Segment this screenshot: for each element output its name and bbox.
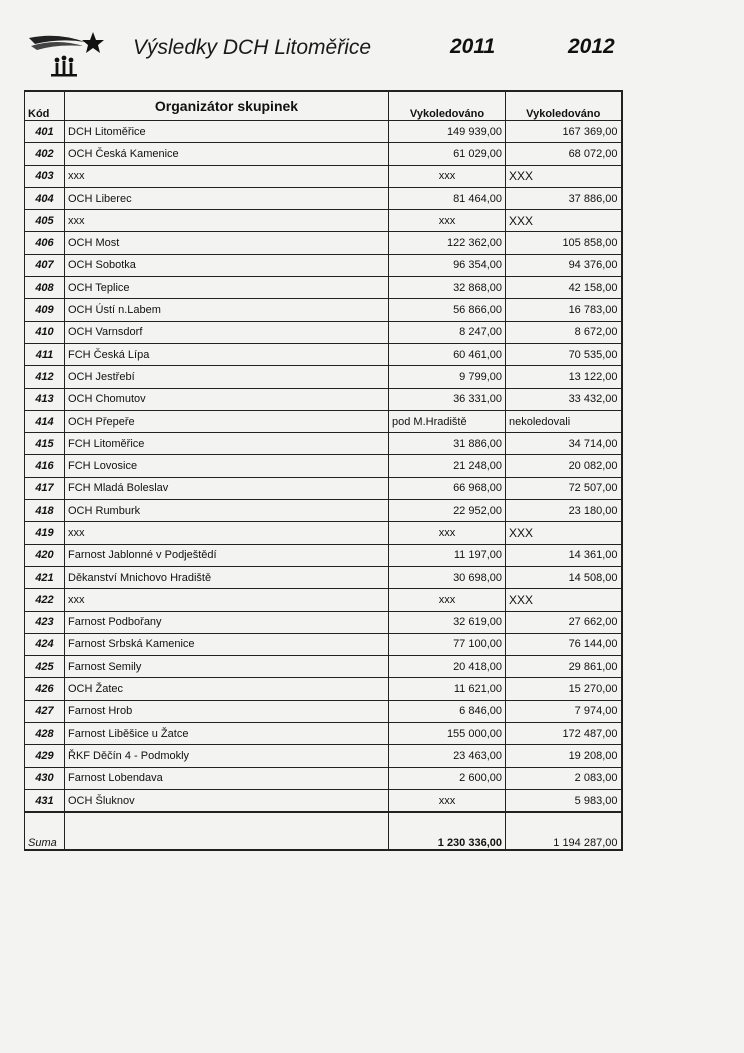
row-organizer: OCH Šluknov <box>65 789 389 812</box>
row-organizer: DCH Litoměřice <box>65 121 389 143</box>
row-value-2011: xxx <box>389 522 506 544</box>
table-row <box>25 254 622 276</box>
row-value-2012: 23 180,00 <box>506 500 622 522</box>
row-value-2012: 16 783,00 <box>506 299 622 321</box>
sum-label: Suma <box>25 812 65 850</box>
row-value-2012: 7 974,00 <box>506 700 622 722</box>
row-organizer: OCH Žatec <box>65 678 389 700</box>
table-row <box>25 455 622 477</box>
row-value-2011: pod M.Hradiště <box>389 410 506 432</box>
row-value-2012: 8 672,00 <box>506 321 622 343</box>
row-value-2011: 60 461,00 <box>389 343 506 365</box>
row-organizer: FCH Mladá Boleslav <box>65 477 389 499</box>
row-organizer: OCH Sobotka <box>65 254 389 276</box>
year-2012-heading: 2012 <box>568 35 615 58</box>
row-organizer: OCH Přepeře <box>65 410 389 432</box>
table-row <box>25 232 622 254</box>
row-value-2011: 32 868,00 <box>389 277 506 299</box>
row-organizer: OCH Chomutov <box>65 388 389 410</box>
row-organizer: OCH Česká Kamenice <box>65 143 389 165</box>
table-row <box>25 678 622 700</box>
row-code: 412 <box>25 366 65 388</box>
row-code: 403 <box>25 165 65 187</box>
table-row <box>25 165 622 187</box>
row-value-2011: 77 100,00 <box>389 633 506 655</box>
row-value-2011: 2 600,00 <box>389 767 506 789</box>
row-organizer: Farnost Podbořany <box>65 611 389 633</box>
table-row <box>25 321 622 343</box>
row-organizer: Farnost Jablonné v Podještědí <box>65 544 389 566</box>
row-value-2012: 37 886,00 <box>506 187 622 209</box>
row-value-2011: 9 799,00 <box>389 366 506 388</box>
row-code: 421 <box>25 566 65 588</box>
row-organizer: OCH Jestřebí <box>65 366 389 388</box>
row-code: 425 <box>25 656 65 678</box>
row-code: 411 <box>25 343 65 365</box>
row-code: 423 <box>25 611 65 633</box>
row-value-2012: 27 662,00 <box>506 611 622 633</box>
row-value-2012: 14 508,00 <box>506 566 622 588</box>
row-value-2012: XXX <box>506 522 622 544</box>
row-value-2012: 42 158,00 <box>506 277 622 299</box>
table-row <box>25 566 622 588</box>
row-value-2011: 155 000,00 <box>389 723 506 745</box>
row-value-2012: 172 487,00 <box>506 723 622 745</box>
row-code: 420 <box>25 544 65 566</box>
row-organizer: FCH Litoměřice <box>65 433 389 455</box>
row-value-2012: 76 144,00 <box>506 633 622 655</box>
row-value-2012: 29 861,00 <box>506 656 622 678</box>
column-header-2012: Vykoledováno <box>506 91 622 121</box>
row-value-2012: 94 376,00 <box>506 254 622 276</box>
row-value-2011: xxx <box>389 589 506 611</box>
results-table <box>24 90 623 851</box>
row-organizer: ŘKF Děčín 4 - Podmokly <box>65 745 389 767</box>
row-value-2011: 11 621,00 <box>389 678 506 700</box>
column-header-code: Kód <box>25 91 65 121</box>
row-code: 419 <box>25 522 65 544</box>
row-value-2011: 22 952,00 <box>389 500 506 522</box>
sum-spacer <box>65 812 389 850</box>
table-row <box>25 143 622 165</box>
row-organizer: xxx <box>65 589 389 611</box>
row-value-2012: 19 208,00 <box>506 745 622 767</box>
row-code: 401 <box>25 121 65 143</box>
row-organizer: OCH Ústí n.Labem <box>65 299 389 321</box>
table-row <box>25 366 622 388</box>
table-row <box>25 433 622 455</box>
table-row <box>25 633 622 655</box>
sum-2012: 1 194 287,00 <box>506 812 622 850</box>
row-organizer: xxx <box>65 522 389 544</box>
table-row <box>25 277 622 299</box>
row-code: 428 <box>25 723 65 745</box>
row-code: 417 <box>25 477 65 499</box>
row-value-2012: 13 122,00 <box>506 366 622 388</box>
table-row <box>25 388 622 410</box>
row-value-2011: 30 698,00 <box>389 566 506 588</box>
row-value-2011: 11 197,00 <box>389 544 506 566</box>
table-row <box>25 121 622 143</box>
row-code: 426 <box>25 678 65 700</box>
row-value-2011: 122 362,00 <box>389 232 506 254</box>
row-value-2011: 61 029,00 <box>389 143 506 165</box>
sum-2011: 1 230 336,00 <box>389 812 506 850</box>
row-value-2011: xxx <box>389 789 506 812</box>
row-value-2011: 149 939,00 <box>389 121 506 143</box>
table-row <box>25 767 622 789</box>
table-row <box>25 745 622 767</box>
table-row <box>25 500 622 522</box>
row-value-2012: 68 072,00 <box>506 143 622 165</box>
row-value-2011: 81 464,00 <box>389 187 506 209</box>
row-value-2011: 36 331,00 <box>389 388 506 410</box>
row-organizer: FCH Lovosice <box>65 455 389 477</box>
table-row <box>25 789 622 812</box>
row-organizer: OCH Teplice <box>65 277 389 299</box>
row-organizer: OCH Liberec <box>65 187 389 209</box>
row-organizer: Farnost Lobendava <box>65 767 389 789</box>
row-value-2011: 8 247,00 <box>389 321 506 343</box>
row-organizer: OCH Most <box>65 232 389 254</box>
row-code: 410 <box>25 321 65 343</box>
row-organizer: xxx <box>65 165 389 187</box>
table-row <box>25 700 622 722</box>
row-code: 424 <box>25 633 65 655</box>
row-value-2012: 15 270,00 <box>506 678 622 700</box>
row-value-2011: 56 866,00 <box>389 299 506 321</box>
row-value-2011: 66 968,00 <box>389 477 506 499</box>
table-row <box>25 343 622 365</box>
row-code: 406 <box>25 232 65 254</box>
row-organizer: Farnost Semily <box>65 656 389 678</box>
row-value-2012: 105 858,00 <box>506 232 622 254</box>
row-value-2012: 20 082,00 <box>506 455 622 477</box>
sum-row <box>25 812 622 850</box>
row-value-2012: XXX <box>506 589 622 611</box>
table-row <box>25 611 622 633</box>
row-organizer: Farnost Srbská Kamenice <box>65 633 389 655</box>
row-value-2012: 2 083,00 <box>506 767 622 789</box>
row-value-2012: XXX <box>506 210 622 232</box>
row-code: 431 <box>25 789 65 812</box>
row-code: 413 <box>25 388 65 410</box>
row-value-2011: 23 463,00 <box>389 745 506 767</box>
table-row <box>25 522 622 544</box>
row-organizer: OCH Varnsdorf <box>65 321 389 343</box>
year-2011-heading: 2011 <box>450 35 496 58</box>
table-row <box>25 656 622 678</box>
row-value-2011: 32 619,00 <box>389 611 506 633</box>
row-value-2011: 20 418,00 <box>389 656 506 678</box>
row-code: 418 <box>25 500 65 522</box>
row-value-2011: 31 886,00 <box>389 433 506 455</box>
table-row <box>25 477 622 499</box>
row-value-2012: 14 361,00 <box>506 544 622 566</box>
table-row <box>25 723 622 745</box>
row-value-2012: 167 369,00 <box>506 121 622 143</box>
table-row <box>25 544 622 566</box>
row-value-2012: 70 535,00 <box>506 343 622 365</box>
row-value-2011: 21 248,00 <box>389 455 506 477</box>
row-value-2012: 5 983,00 <box>506 789 622 812</box>
row-value-2012: nekoledovali <box>506 410 622 432</box>
table-row <box>25 210 622 232</box>
row-organizer: Farnost Liběšice u Žatce <box>65 723 389 745</box>
row-value-2011: 6 846,00 <box>389 700 506 722</box>
row-code: 407 <box>25 254 65 276</box>
row-code: 409 <box>25 299 65 321</box>
row-code: 405 <box>25 210 65 232</box>
row-value-2012: 33 432,00 <box>506 388 622 410</box>
row-code: 430 <box>25 767 65 789</box>
row-value-2011: 96 354,00 <box>389 254 506 276</box>
row-value-2012: 34 714,00 <box>506 433 622 455</box>
row-organizer: xxx <box>65 210 389 232</box>
row-value-2012: XXX <box>506 165 622 187</box>
row-organizer: FCH Česká Lípa <box>65 343 389 365</box>
row-value-2011: xxx <box>389 210 506 232</box>
row-code: 408 <box>25 277 65 299</box>
row-code: 415 <box>25 433 65 455</box>
table-row <box>25 187 622 209</box>
table-row <box>25 299 622 321</box>
row-organizer: OCH Rumburk <box>65 500 389 522</box>
row-organizer: Děkanství Mnichovo Hradiště <box>65 566 389 588</box>
row-organizer: Farnost Hrob <box>65 700 389 722</box>
row-code: 422 <box>25 589 65 611</box>
row-value-2011: xxx <box>389 165 506 187</box>
row-code: 427 <box>25 700 65 722</box>
row-code: 404 <box>25 187 65 209</box>
row-code: 402 <box>25 143 65 165</box>
row-code: 414 <box>25 410 65 432</box>
table-row <box>25 589 622 611</box>
page-title: Výsledky DCH Litoměřice <box>133 36 372 59</box>
column-header-organizer: Organizátor skupinek <box>65 91 389 121</box>
row-code: 416 <box>25 455 65 477</box>
table-row <box>25 410 622 432</box>
table-header-row <box>25 91 622 121</box>
row-code: 429 <box>25 745 65 767</box>
row-value-2012: 72 507,00 <box>506 477 622 499</box>
column-header-2011: Vykoledováno <box>389 91 506 121</box>
star-kings-logo-icon <box>27 28 107 80</box>
